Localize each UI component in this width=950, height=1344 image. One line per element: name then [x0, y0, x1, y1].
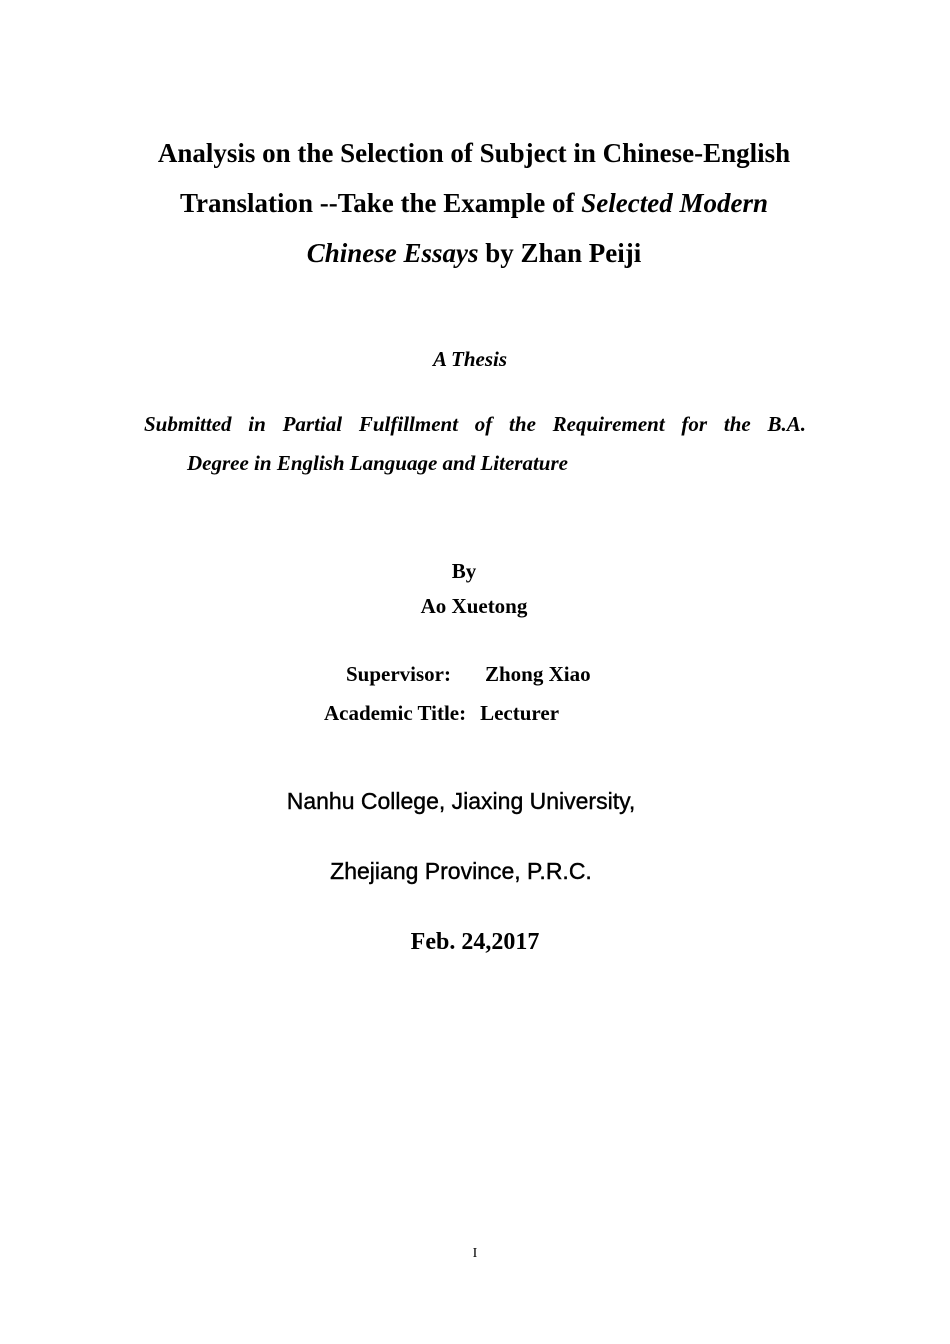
- academic-title-line: [324, 699, 559, 727]
- title-line-1: Analysis on the Selection of Subject in Chinese-English: [157, 138, 791, 168]
- by-label: By: [451, 559, 477, 583]
- title-line-2-text: Translation --Take the Example of: [179, 188, 582, 218]
- title-line-3-text: by Zhan Peiji: [478, 238, 642, 268]
- submission-statement: [144, 405, 806, 483]
- submission-line-1: Submitted in Partial Fulfillment of the Requirement for the B.A.: [144, 412, 806, 436]
- supervisor-label: Supervisor:: [346, 662, 451, 686]
- thesis-label: A Thesis: [432, 347, 508, 371]
- supervisor-name: Zhong Xiao: [485, 662, 591, 686]
- book-title-part-2: Chinese Essays: [306, 238, 479, 268]
- supervisor-line: [346, 660, 591, 688]
- author-name: Ao Xuetong: [420, 594, 528, 618]
- thesis-title: [100, 128, 848, 278]
- page-number: I: [472, 1246, 478, 1261]
- book-title-part-1: Selected Modern: [581, 188, 768, 218]
- academic-title-value: Lecturer: [480, 701, 560, 725]
- title-line-3: [100, 228, 848, 278]
- academic-title-label: Academic Title:: [324, 701, 467, 725]
- title-line-2: [100, 178, 848, 228]
- institution-line-2: Zhejiang Province, P.R.C.: [330, 858, 592, 884]
- institution-line-1: Nanhu College, Jiaxing University,: [286, 788, 636, 814]
- submission-line-2: Degree in English Language and Literature: [187, 451, 568, 475]
- submission-date: Feb. 24,2017: [410, 929, 540, 955]
